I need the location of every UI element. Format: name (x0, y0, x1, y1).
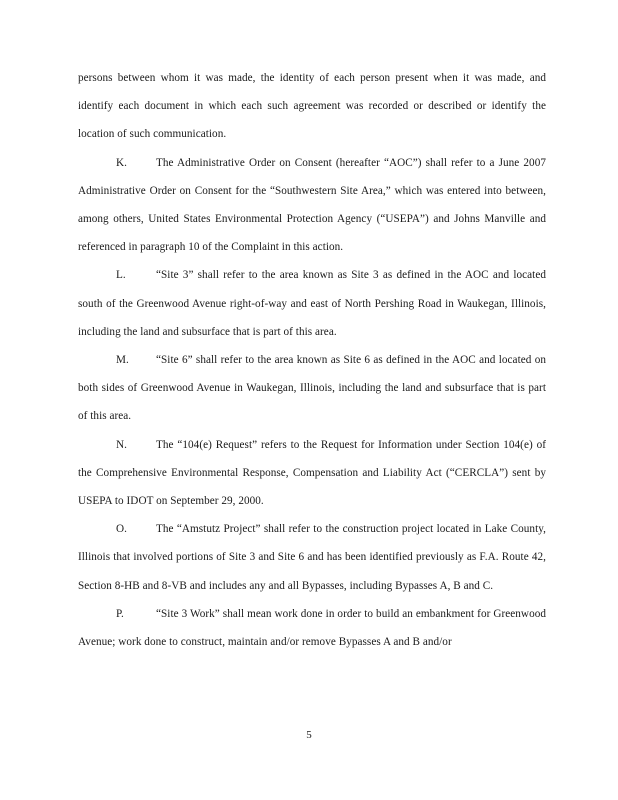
paragraph-text: The “Amstutz Project” shall refer to the construction project located in Lake County, Illinois that involved portions of Site 3 and Site 6 and has been identified previously as F.A. Route 42, Section 8-HB and 8-VB and includes any and all Bypasses, including Bypasses A, B and C. (78, 523, 546, 592)
paragraph-k (78, 149, 546, 262)
paragraph-label: P. (116, 607, 124, 620)
paragraph-n (78, 431, 546, 516)
paragraph-o (78, 515, 546, 600)
paragraph-text: The “104(e) Request” refers to the Request for Information under Section 104(e) of the Comprehensive Environmental Response, Compensation and Liability Act (“CERCLA”) sent by USEPA to IDOT on September 29, 2000. (78, 438, 546, 508)
paragraph-text: “Site 3” shall refer to the area known as Site 3 as defined in the AOC and located south of the Greenwood Avenue right-of-way and east of North Pershing Road in Waukegan, Illinois, including the land and subsurface that is part of this area. (78, 269, 546, 338)
document-body (78, 64, 546, 656)
paragraph-label: O. (116, 523, 127, 536)
page-number: 5 (306, 729, 312, 741)
paragraph-label: M. (116, 354, 129, 367)
paragraph-m (78, 346, 546, 431)
paragraph-text: “Site 6” shall refer to the area known as Site 6 as defined in the AOC and located on both sides of Greenwood Avenue in Waukegan, Illinois, including the land and subsurface that is part of this area. (78, 354, 546, 423)
paragraph-label: N. (116, 438, 127, 451)
paragraph-label: K. (116, 156, 127, 169)
paragraph-text: The Administrative Order on Consent (hereafter “AOC”) shall refer to a June 2007 Administrative Order on Consent for the “Southwestern Site Area,” which was entered into between, among others, United States Environmental Protection Agency (“USEPA”) and Johns Manville and referenced in paragraph 10 of the Complaint in this action. (78, 156, 546, 254)
paragraph-p (78, 600, 546, 656)
paragraph-label: L. (116, 269, 126, 282)
paragraph-text: “Site 3 Work” shall mean work done in order to build an embankment for Greenwood Avenue; work done to construct, maintain and/or remove Bypasses A and B and/or (78, 607, 546, 649)
paragraph-l (78, 261, 546, 346)
continuation-paragraph: persons between whom it was made, the identity of each person present when it was made, and identify each document in which each such agreement was recorded or described or identify the location of such communication. (78, 72, 546, 141)
